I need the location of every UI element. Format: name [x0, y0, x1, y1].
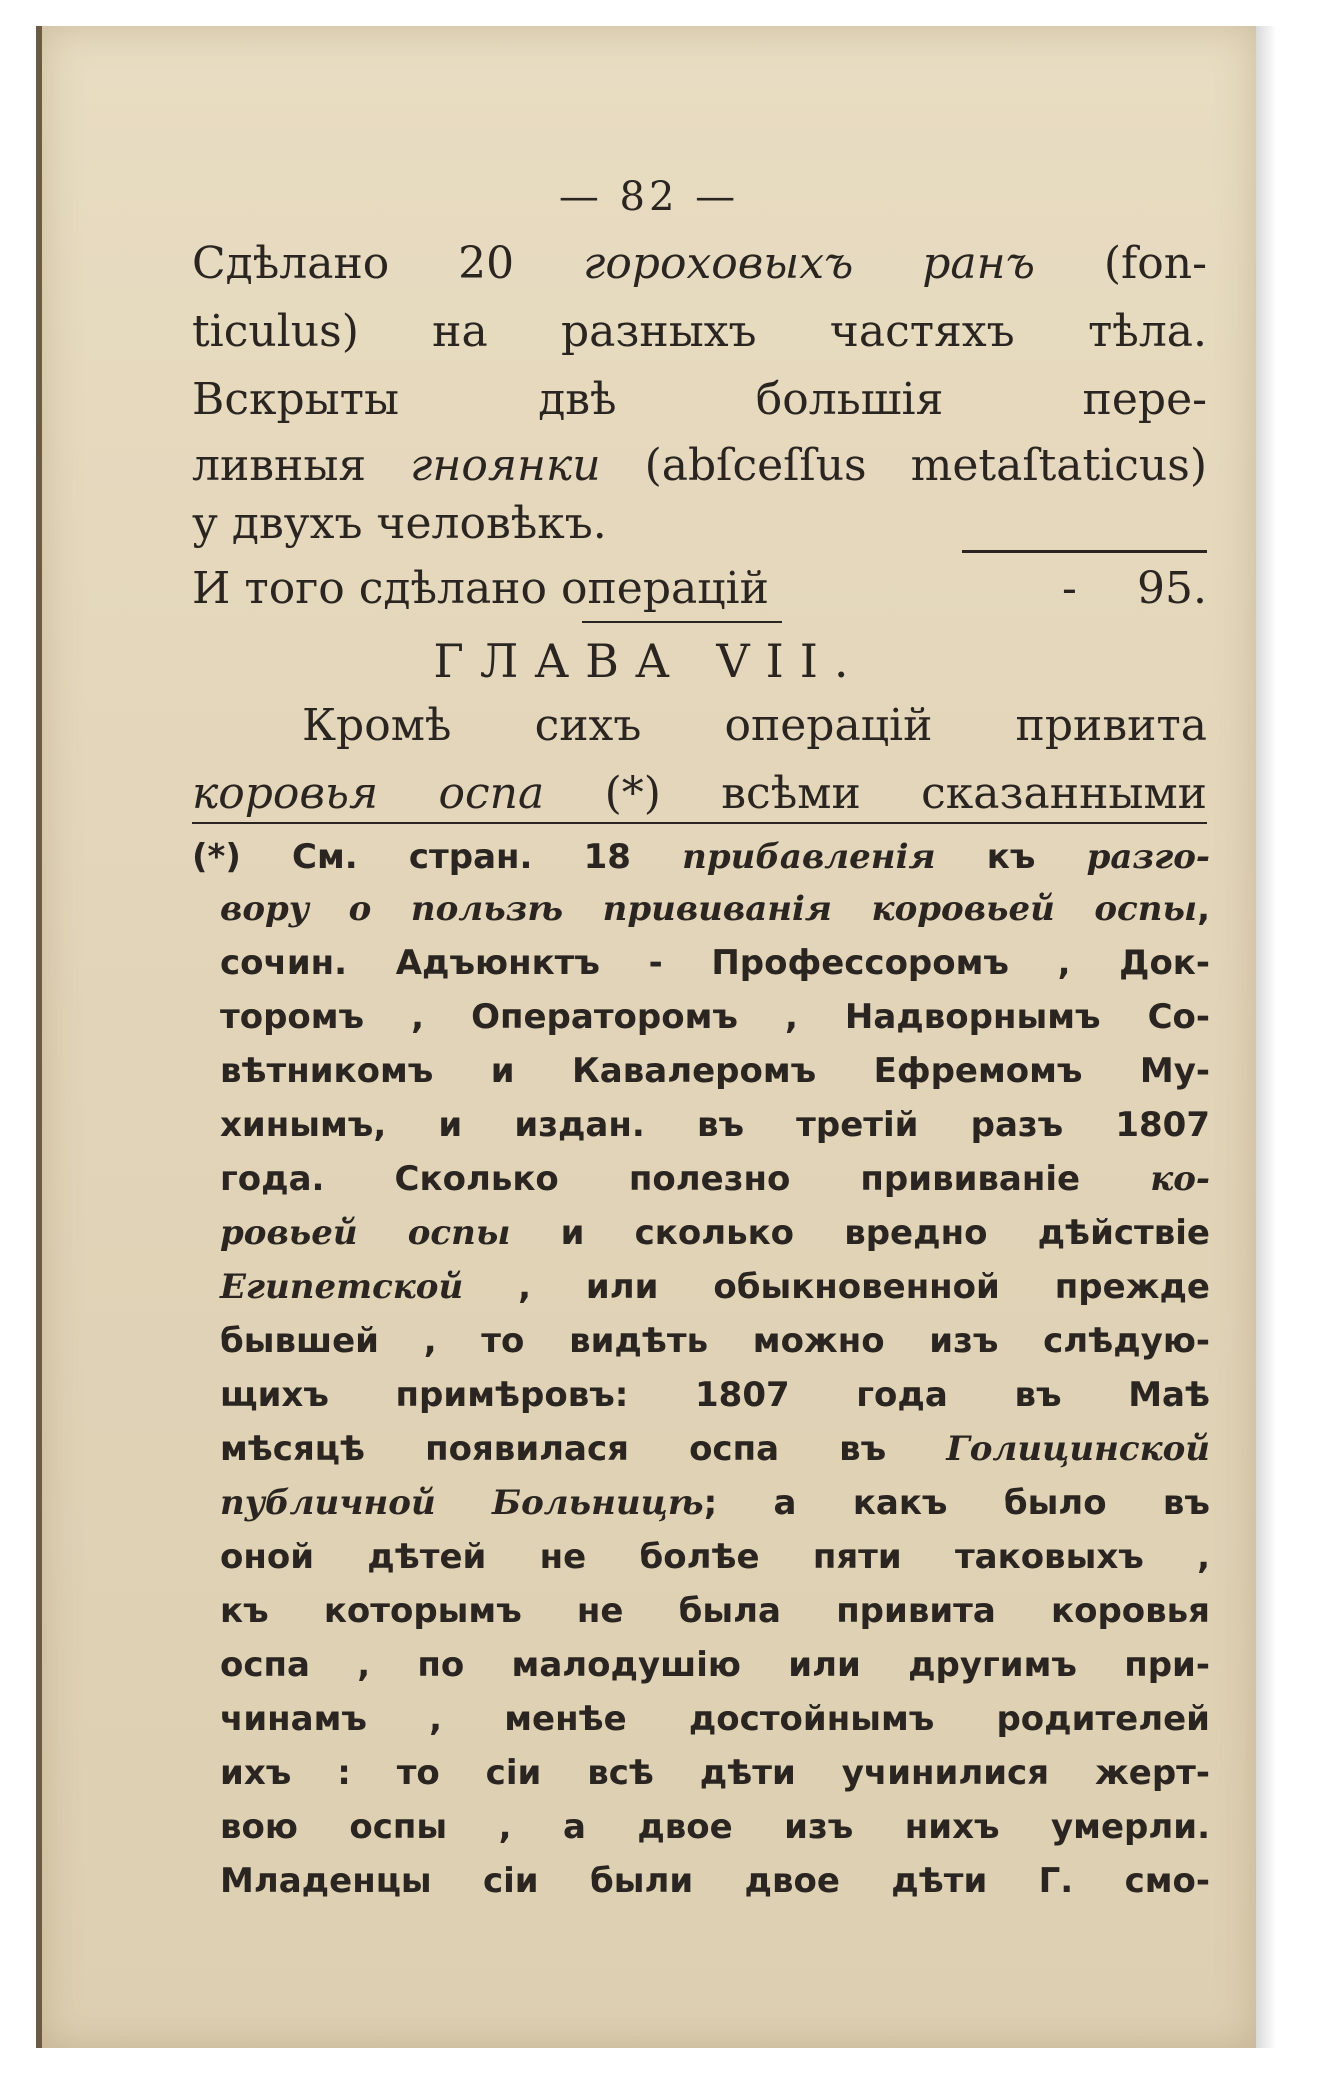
footnote-rule: [192, 822, 1207, 824]
footnote-line: бывшей , то видѣть можно изъ слѣдую-: [220, 1321, 1210, 1361]
total-label: И того сдѣлано операцій: [192, 563, 769, 614]
text-line: коровья оспа (*) всѣми сказанными: [192, 768, 1207, 819]
footnote-line: Египетской , или обыкновенной прежде: [220, 1267, 1210, 1307]
text-line: ticulus) на разныхъ частяхъ тѣла.: [192, 306, 1207, 357]
footnote-line: публичной Больницѣ; а какъ было въ: [220, 1483, 1210, 1523]
total-dash: -: [1062, 563, 1077, 614]
sum-rule: [962, 550, 1207, 553]
footnote-line: вою оспы , а двое изъ нихъ умерли.: [220, 1807, 1210, 1847]
footnote-line: ровьей оспы и сколько вредно дѣйствіе: [220, 1213, 1210, 1253]
footnote-line: сочин. Адъюнктъ - Профессоромъ , Док-: [220, 943, 1210, 983]
footnote-line: ихъ : то сіи всѣ дѣти учинилися жерт-: [220, 1753, 1210, 1793]
page-shadow: [1256, 26, 1276, 2048]
footnote-line: оспа , по малодушію или другимъ при-: [220, 1645, 1210, 1685]
text-line: Сдѣлано 20 гороховыхъ ранъ (fon-: [192, 238, 1207, 289]
book-page: [36, 26, 1256, 2048]
footnote-line: торомъ , Операторомъ , Надворнымъ Со-: [220, 997, 1210, 1037]
footnote-line: вору о пользѣ прививанія коровьей оспы,: [220, 889, 1210, 929]
text-line: Вскрыты двѣ большія пере-: [192, 374, 1207, 425]
footnote-line: оной дѣтей не болѣе пяти таковыхъ ,: [220, 1537, 1210, 1577]
chapter-heading: ГЛАВА VII.: [433, 634, 865, 688]
footnote-line: хинымъ, и издан. въ третій разъ 1807: [220, 1105, 1210, 1145]
footnote-line: къ которымъ не была привита коровья: [220, 1591, 1210, 1631]
text-line: ливныя гноянки (abſceſſus metaſtaticus): [192, 440, 1207, 491]
footnote-line: щихъ примѣровъ: 1807 года въ Маѣ: [220, 1375, 1210, 1415]
heading-rule: [582, 621, 782, 623]
text-line: у двухъ человѣкъ.: [192, 498, 607, 549]
footnote-line: Младенцы сіи были двое дѣти Г. смо-: [220, 1861, 1210, 1901]
footnote-line: (*) См. стран. 18 прибавленія къ разго-: [192, 837, 1210, 877]
footnote-line: чинамъ , менѣе достойнымъ родителей: [220, 1699, 1210, 1739]
footnote-line: вѣтникомъ и Кавалеромъ Ефремомъ Му-: [220, 1051, 1210, 1091]
total-line: [192, 561, 1207, 617]
footnote-line: мѣсяцѣ появилася оспа въ Голицинской: [220, 1429, 1210, 1469]
footnote-line: года. Сколько полезно прививаніе ко-: [220, 1159, 1210, 1199]
text-line: Кромѣ сихъ операцій привита: [302, 700, 1207, 751]
total-value: 95.: [1137, 563, 1207, 614]
page-number: — 82 —: [558, 174, 740, 220]
